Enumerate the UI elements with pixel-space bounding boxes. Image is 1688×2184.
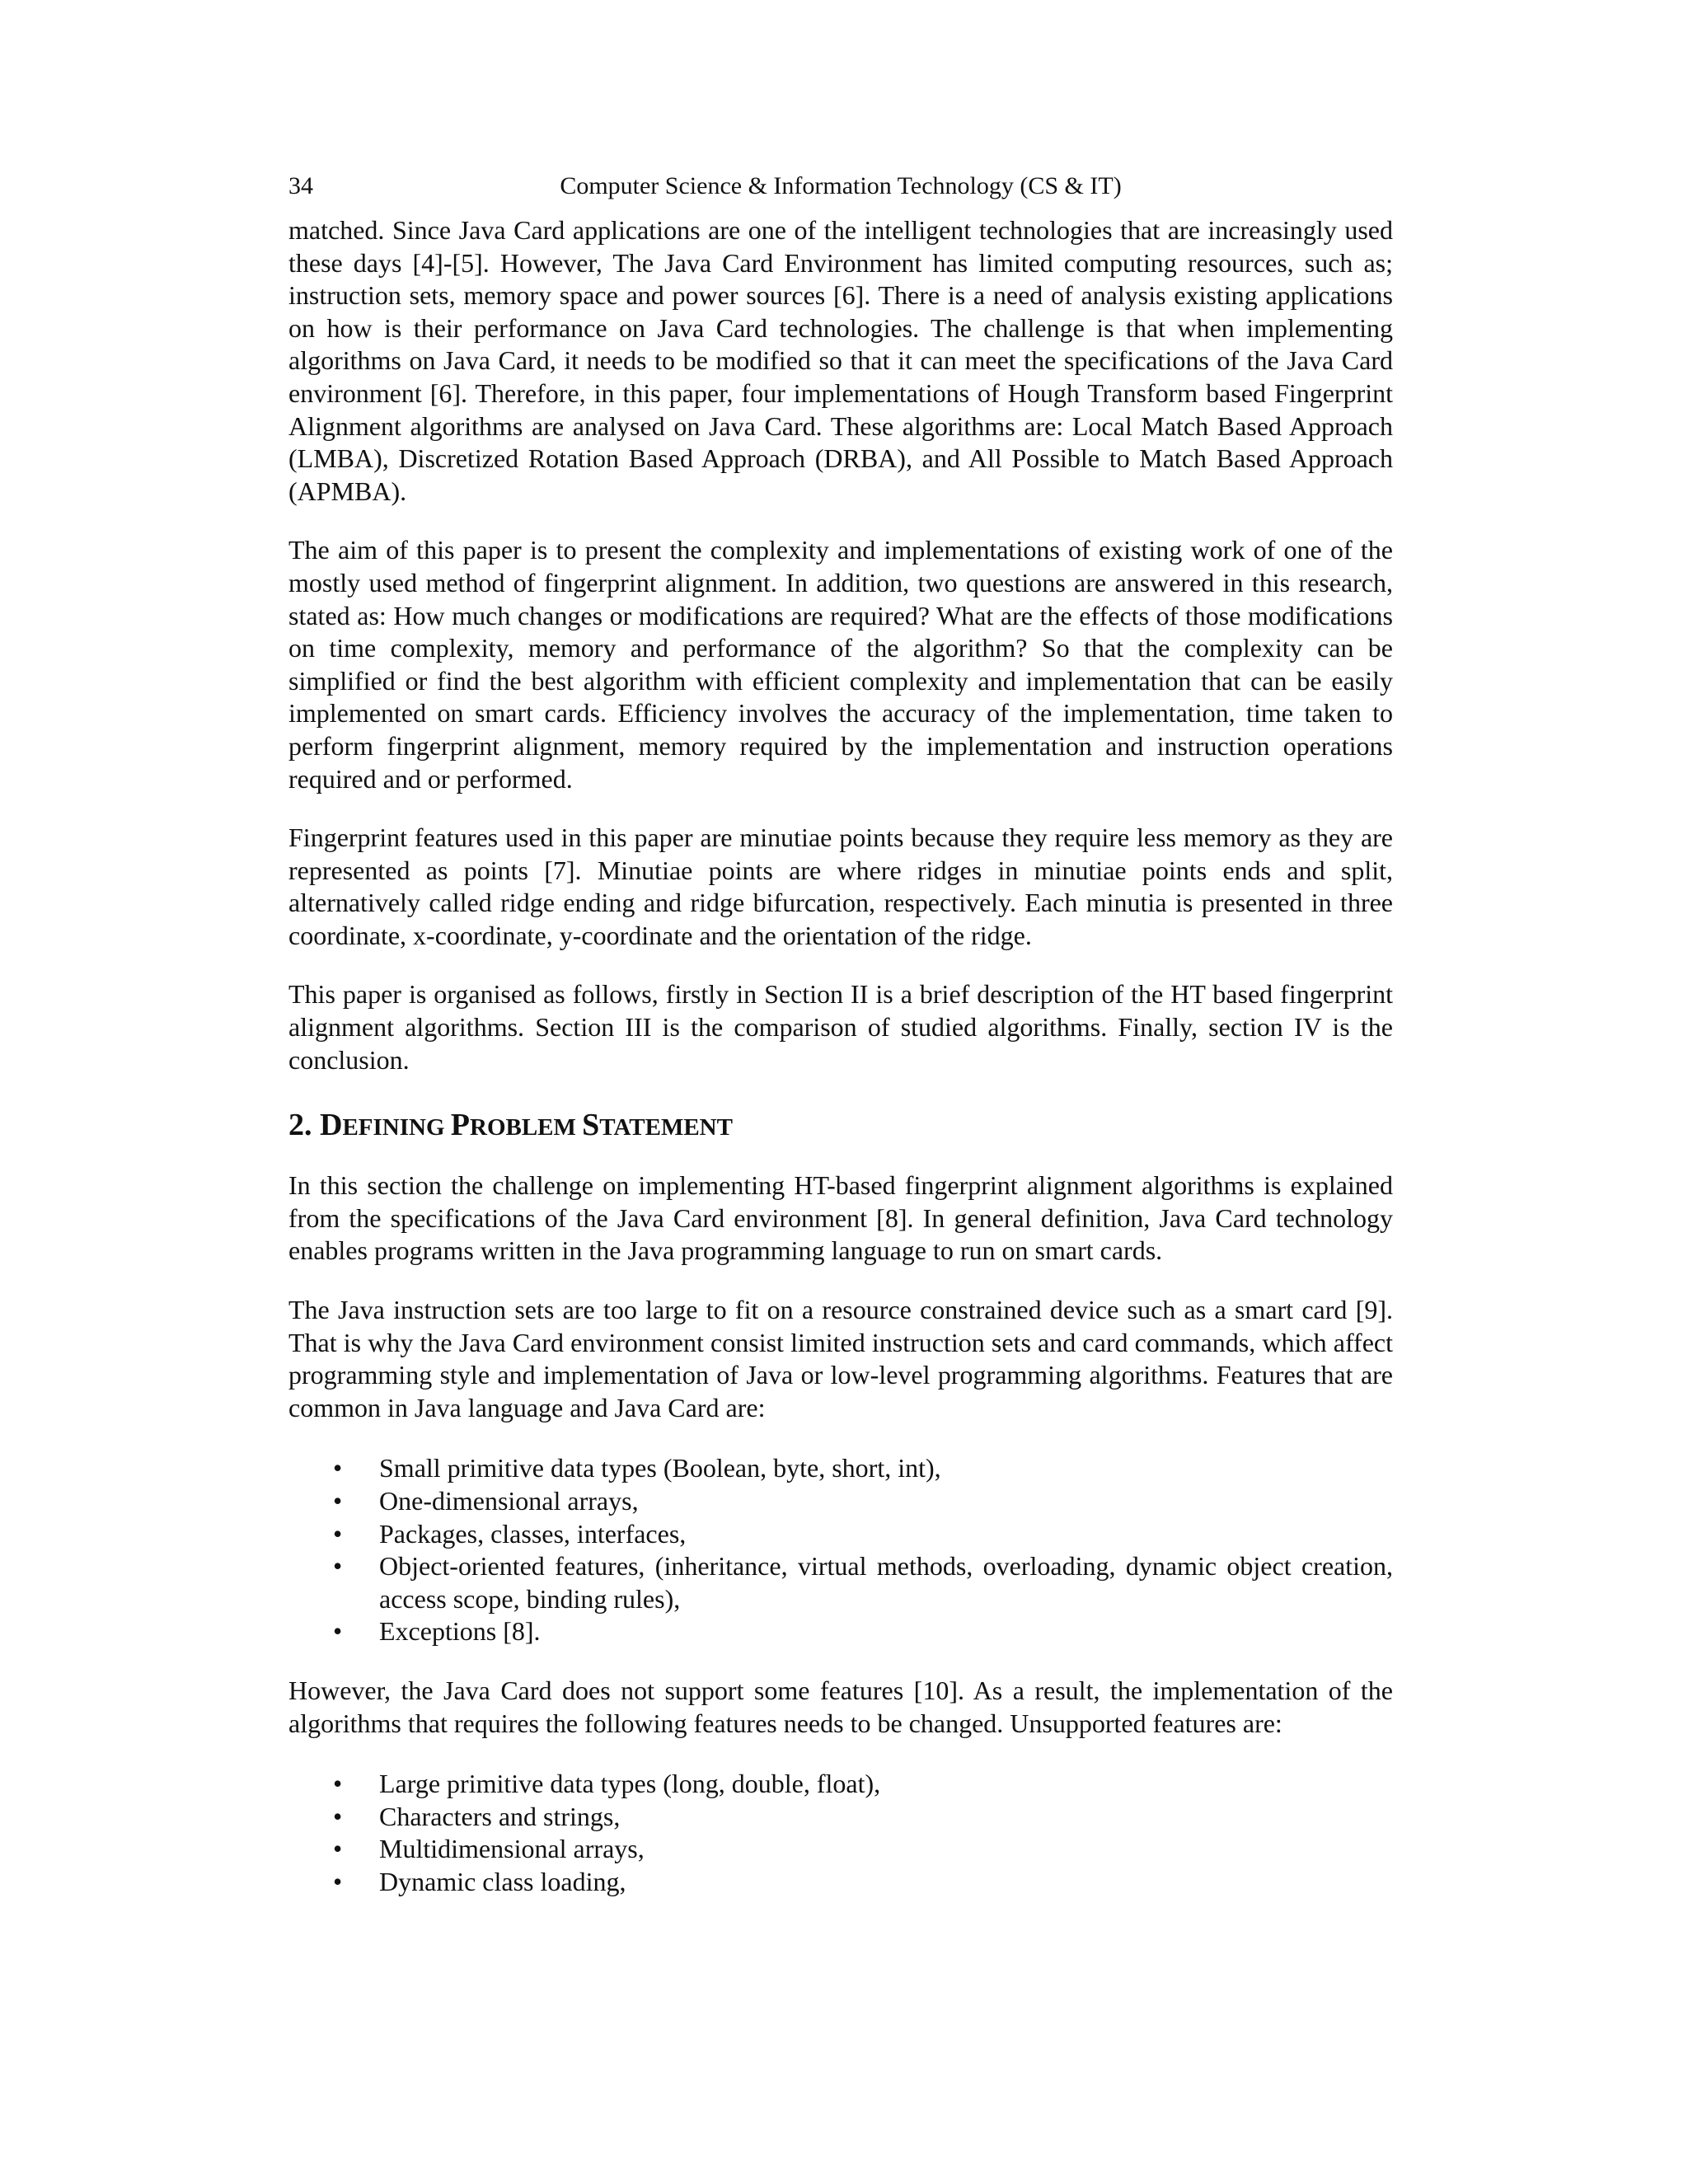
running-header xyxy=(288,170,1393,203)
intro-paragraph-4: This paper is organised as follows, firstly in Section II is a brief description of the HT based fingerprint alignment algorithms. Section III is the comparison of studied algorithms. Finally, section IV is the conclusion. xyxy=(288,979,1393,1075)
bullet-icon: • xyxy=(333,1769,343,1799)
bullet-icon: • xyxy=(333,1453,343,1483)
section-2-heading: 2. DEFINING PROBLEM STATEMENT xyxy=(288,1108,733,1143)
section-2-paragraph-2: The Java instruction sets are too large to fit on a resource constrained device such as a smart card [9]. That is why the Java Card environment consist limited instruction sets and card commands, which affect programming style and implementation of Java or low-level programming algorithms. Features that are common in Java language and Java Card are: xyxy=(288,1295,1393,1422)
intro-paragraph-3: Fingerprint features used in this paper are minutiae points because they require less memory as they are represented as points [7]. Minutiae points are where ridges in minutiae points ends and split, alternatively called ridge ending and ridge bifurcation, respectively. Each minutia is presented in three coordinate, x-coordinate, y-coordinate and the orientation of the ridge. xyxy=(288,823,1393,950)
page-number: 34 xyxy=(288,172,313,199)
intro-paragraph-2: The aim of this paper is to present the complexity and implementations of existing work of one of the mostly used method of fingerprint alignment. In addition, two questions are answered in this research, stated as: How much changes or modifications are required? What are the effects of those modifications on time complexity, memory and performance of the algorithm? So that the complexity can be simplified or find the best algorithm with efficient complexity and implementation that can be easily implemented on smart cards. Efficiency involves the accuracy of the implementation, time taken to perform fingerprint alignment, memory required by the implementation and instruction operations required and or performed. xyxy=(288,535,1393,794)
unsupported-features-list xyxy=(288,1768,1393,1898)
intro-paragraph-1: matched. Since Java Card applications are one of the intelligent technologies that are increasingly used these days [4]-[5]. However, The Java Card Environment has limited computing resources, such as; instruction sets, memory space and power sources [6]. There is a need of analysis existing applications on how is their performance on Java Card technologies. The challenge is that when implementing algorithms on Java Card, it needs to be modified so that it can meet the specifications of the Java Card environment [6]. Therefore, in this paper, four implementations of Hough Transform based Fingerprint Alignment algorithms are analysed on Java Card. These algorithms are: Local Match Based Approach (LMBA), Discretized Rotation Based Approach (DRBA), and All Possible to Match Based Approach (APMBA). xyxy=(288,215,1393,506)
paper-body xyxy=(288,214,1393,1899)
list-item: • Multidimensional arrays, xyxy=(288,1833,1393,1866)
list-item: • Packages, classes, interfaces, xyxy=(288,1518,1393,1551)
bullet-icon: • xyxy=(333,1834,343,1864)
running-title: Computer Science & Information Technology (CS & IT) xyxy=(560,172,1122,199)
bullet-icon: • xyxy=(333,1866,343,1896)
bullet-icon: • xyxy=(333,1551,343,1582)
bullet-icon: • xyxy=(333,1616,343,1647)
bullet-icon: • xyxy=(333,1801,343,1831)
bullet-icon: • xyxy=(333,1518,343,1549)
list-item: • Characters and strings, xyxy=(288,1801,1393,1834)
list-item: • Object-oriented features, (inheritance, virtual methods, overloading, dynamic object creation, access scope, binding rules), xyxy=(333,1551,1393,1614)
section-2-paragraph-3: However, the Java Card does not support some features [10]. As a result, the implementation of the algorithms that requires the following features needs to be changed. Unsupported features are: xyxy=(288,1675,1393,1738)
list-item: • Small primitive data types (Boolean, byte, short, int), xyxy=(288,1452,1393,1485)
section-2-paragraph-1: In this section the challenge on implementing HT-based fingerprint alignment algorithms is explained from the specifications of the Java Card environment [8]. In general definition, Java Card technology enables programs written in the Java programming language to run on smart cards. xyxy=(288,1170,1393,1266)
list-item: • One-dimensional arrays, xyxy=(288,1485,1393,1518)
list-item: • Exceptions [8]. xyxy=(288,1615,1393,1648)
list-item: • Dynamic class loading, xyxy=(288,1866,1393,1899)
bullet-icon: • xyxy=(333,1486,343,1516)
list-item: • Large primitive data types (long, double, float), xyxy=(288,1768,1393,1801)
section-2-number: 2. xyxy=(288,1108,312,1143)
supported-features-list xyxy=(288,1452,1393,1648)
